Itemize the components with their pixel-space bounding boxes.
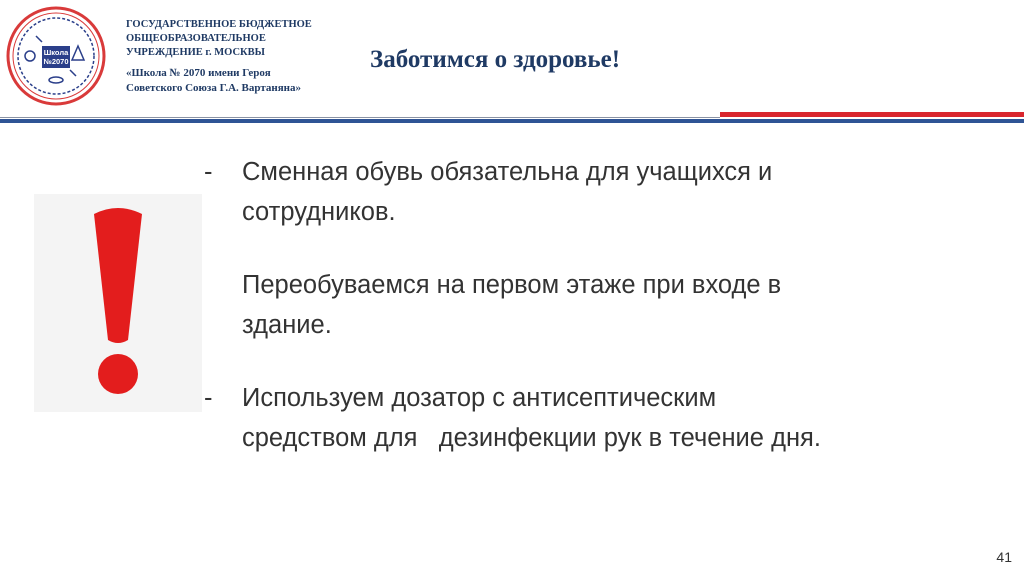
org-line: ГОСУДАРСТВЕННОЕ БЮДЖЕТНОЕ xyxy=(126,19,312,30)
exclamation-icon xyxy=(34,194,202,412)
bullet-dash: - xyxy=(204,384,213,412)
list-item-text xyxy=(242,378,964,458)
org-line: ОБЩЕОБРАЗОВАТЕЛЬНОЕ xyxy=(126,33,266,44)
school-logo xyxy=(6,6,106,106)
text-line: Используем дозатор с антисептическим xyxy=(242,384,717,412)
divider-red-bar xyxy=(720,112,1024,117)
text-line: Переобуваемся на первом этаже при входе в xyxy=(242,271,782,299)
school-name xyxy=(126,66,376,96)
bullet-list xyxy=(204,152,964,458)
list-item xyxy=(204,152,964,232)
school-line: «Школа № 2070 имени Героя xyxy=(126,67,271,79)
text-line: средством для дезинфекции рук в течение дня. xyxy=(242,424,821,452)
org-line: УЧРЕЖДЕНИЕ г. МОСКВЫ xyxy=(126,47,265,58)
text-line: Сменная обувь обязательна для учащихся и xyxy=(242,158,773,186)
list-item xyxy=(204,265,964,345)
organization-name xyxy=(126,18,376,96)
header-divider xyxy=(0,112,1024,124)
slide-title: Заботимся о здоровье! xyxy=(370,46,621,73)
divider-gray-line xyxy=(0,117,720,118)
page-number: 41 xyxy=(996,549,1012,565)
text-line: сотрудников. xyxy=(242,198,396,226)
list-item xyxy=(204,378,964,458)
school-line: Советского Союза Г.А. Вартаняна» xyxy=(126,82,302,94)
bullet-dash: - xyxy=(204,158,213,186)
logo-text-top: Школа xyxy=(43,48,69,57)
list-item-text xyxy=(242,265,964,345)
list-item-text xyxy=(242,152,964,232)
warning-image xyxy=(34,194,202,412)
divider-blue-bar xyxy=(0,119,1024,123)
bullet-dash xyxy=(204,265,242,345)
logo-text-bottom: №2070 xyxy=(43,57,69,66)
text-line: здание. xyxy=(242,311,332,339)
